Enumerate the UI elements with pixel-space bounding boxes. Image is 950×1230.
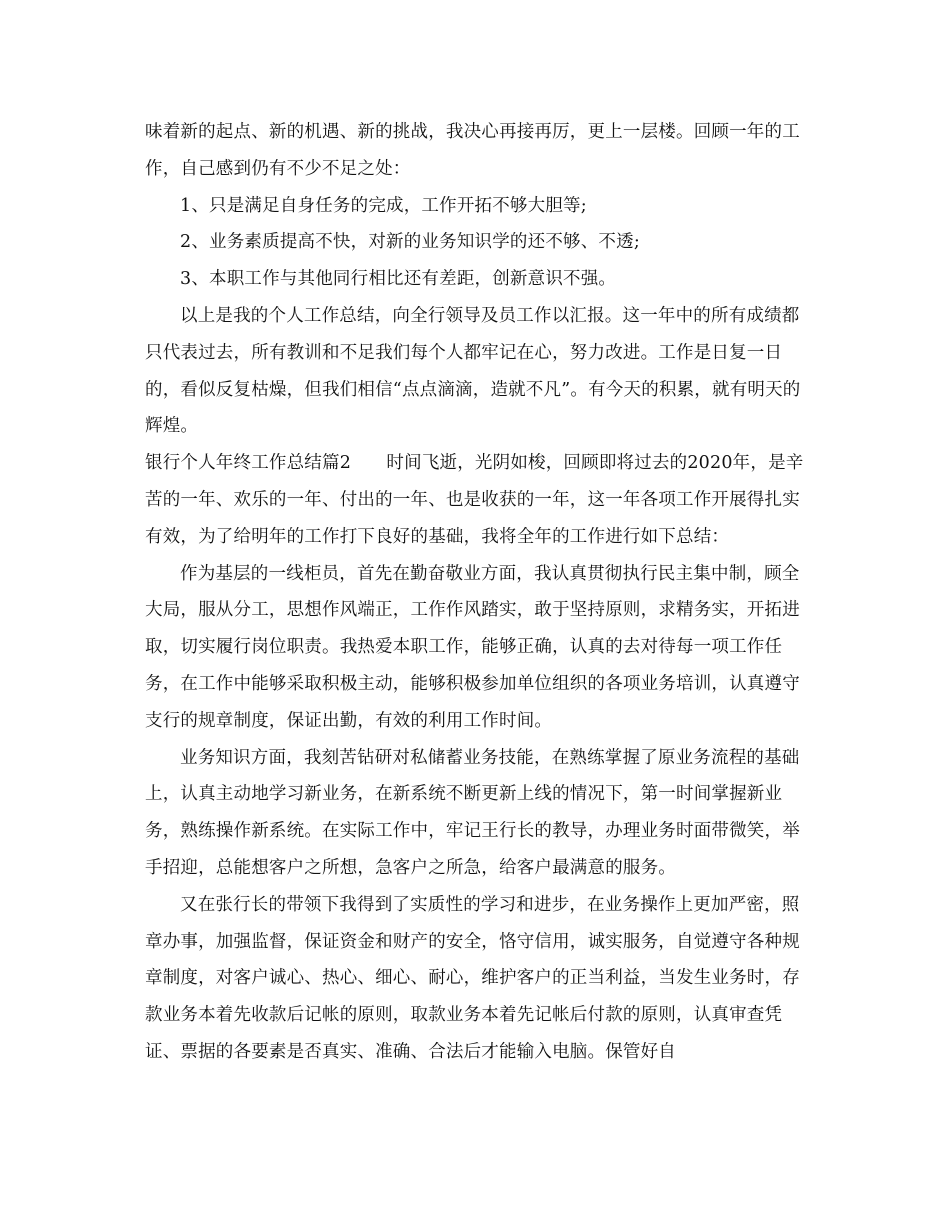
paragraph-7: 作为基层的一线柜员，首先在勤奋敬业方面，我认真贯彻执行民主集中制，顾全大局，服从分工，思想作风端正，工作作风踏实，敢于坚持原则，求精务实，开拓进取，切实履行岗位职责。我热爱本职工作，能够正确，认真的去对待每一项工作任务，在工作中能够采取积极主动，能够积极参加单位组织的各项业务培训，认真遵守支行的规章制度，保证出勤，有效的利用工作时间。 <box>145 563 800 731</box>
paragraph-9: 又在张行长的带领下我得到了实质性的学习和进步，在业务操作上更加严密，照章办事，加强监督，保证资金和财产的安全，恪守信用，诚实服务，自觉遵守各种规章制度，对客户诚心、热心、细心、耐心，维护客户的正当利益，当发生业务时，存款业务本着先收款后记帐的原则，取款业务本着先记帐后付款的原则，认真审查凭证、票据的各要素是否真实、准确、合法后才能输入电脑。保管好自 <box>145 894 800 1062</box>
paragraph-1: 味着新的起点、新的机遇、新的挑战，我决心再接再厉，更上一层楼。回顾一年的工作，自己感到仍有不少不足之处： <box>145 122 800 179</box>
section-heading-paragraph: 银行个人年终工作总结篇2 时间飞逝，光阴如梭，回顾即将过去的2020年，是辛苦的一年、欢乐的一年、付出的一年、也是收获的一年，这一年各项工作开展得扎实有效，为了给明年的工作打下良好的基础，我将全年的工作进行如下总结： <box>145 453 804 547</box>
paragraph-8: 业务知识方面，我刻苦钻研对私储蓄业务技能，在熟练掌握了原业务流程的基础上，认真主动地学习新业务，在新系统不断更新上线的情况下，第一时间掌握新业务，熟练操作新系统。在实际工作中，牢记王行长的教导，办理业务时面带微笑，举手招迎，总能想客户之所想，急客户之所急，给客户最满意的服务。 <box>145 747 800 878</box>
paragraph-4: 3、本职工作与其他同行相比还有差距，创新意识不强。 <box>180 269 617 290</box>
paragraph-2: 1、只是满足自身任务的完成，工作开拓不够大胆等; <box>180 195 587 216</box>
document-body <box>145 114 813 1071</box>
paragraph-5: 以上是我的个人工作总结，向全行领导及员工作以汇报。这一年中的所有成绩都只代表过去，所有教训和不足我们每个人都牢记在心，努力改进。工作是日复一日的，看似反复枯燥，但我们相信“点点滴滴，造就不凡”。有今天的积累，就有明天的辉煌。 <box>145 305 801 437</box>
paragraph-3: 2、业务素质提高不快，对新的业务知识学的还不够、不透; <box>180 232 640 253</box>
